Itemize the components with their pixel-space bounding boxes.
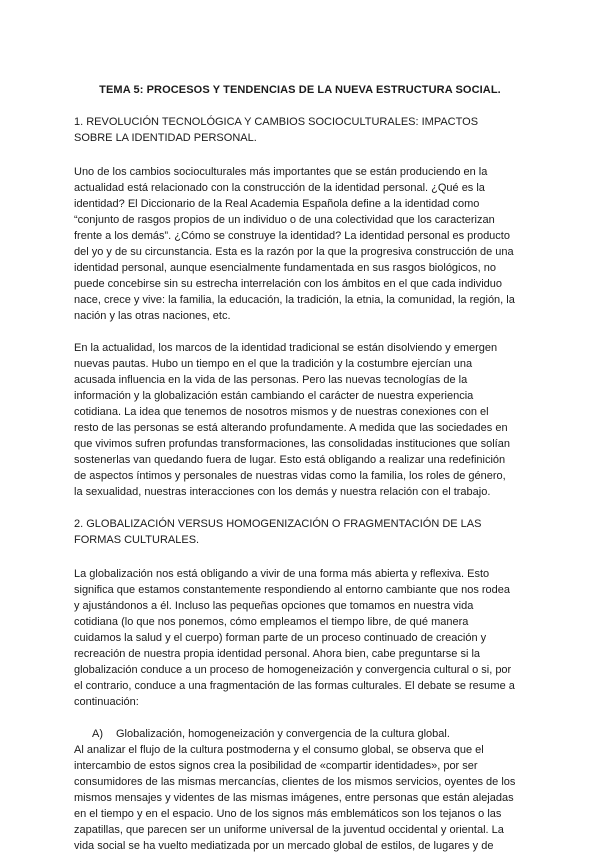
document-title: TEMA 5: PROCESOS Y TENDENCIAS DE LA NUEVA ESTRUCTURA SOCIAL. xyxy=(99,84,501,96)
section-1-heading: 1. REVOLUCIÓN TECNOLÓGICA Y CAMBIOS SOCIOCULTURALES: IMPACTOS SOBRE LA IDENTIDAD PERSONAL. xyxy=(74,116,479,144)
section-2-paragraph-1: La globalización nos está obligando a vivir de una forma más abierta y reflexiva. Esto significa que estamos constantemente respondiendo al entorno cambiante que nos rodea y ajustándonos a él. Incluso las pequeñas opciones que tomamos en nuestra vida cotidiana (lo que nos ponemos, cómo empleamos el tiempo libre, de qué manera cuidamos la salud y el cuerpo) forman parte de un proceso continuado de creación y recreación de nuestra propia identidad personal. Ahora bien, cabe preguntarse si la globalización conduce a un proceso de homogeneización y convergencia cultural o si, por el contrario, conduce a una fragmentación de las formas culturales. El debate se resume a continuación: xyxy=(74,568,515,708)
section-1-paragraph-1: Uno de los cambios socioculturales más importantes que se están produciendo en la actualidad está relacionado con la construcción de la identidad personal. ¿Qué es la identidad? El Diccionario de la Real Academia Española define a la identidad como “conjunto de rasgos propios de un individuo o de una colectividad que los caracterizan frente a los demás”. ¿Cómo se construye la identidad? La identidad personal es producto del yo y de su circunstancia. Esta es la razón por la que la progresiva construcción de una identidad personal, aunque esencialmente fundamentada en sus rasgos biológicos, no puede concebirse sin su estrecha interrelación con los ámbitos en el que cada individuo nace, crece y vive: la familia, la educación, la tradición, la etnia, la comunidad, la región, la nación y las otras naciones, etc. xyxy=(74,166,515,322)
subsection-a-title: Globalización, homogeneización y convergencia de la cultura global. xyxy=(116,728,450,740)
section-1-paragraph-2: En la actualidad, los marcos de la identidad tradicional se están disolviendo y emergen nuevas pautas. Hubo un tiempo en el que la tradición y la costumbre ejercían una acusada influencia en la vida de las personas. Pero las nuevas tecnologías de la información y la globalización están cambiando el carácter de nuestra experiencia cotidiana. La idea que tenemos de nosotros mismos y de nuestras conexiones con el resto de las personas se está alterando profundamente. A medida que las sociedades en que vivimos sufren profundas transformaciones, las consolidadas instituciones que solían sostenerlas van quedando fuera de lugar. Esto está obligando a realizar una redefinición de aspectos íntimos y personales de nuestras vidas como la familia, los roles de género, la sexualidad, nuestras interacciones con los demás y nuestra relación con el trabajo. xyxy=(74,342,510,498)
subsection-a-marker: A) xyxy=(92,728,103,740)
subsection-a-heading xyxy=(92,726,516,742)
section-2-heading: 2. GLOBALIZACIÓN VERSUS HOMOGENIZACIÓN O FRAGMENTACIÓN DE LAS FORMAS CULTURALES. xyxy=(74,518,482,546)
subsection-a-text: Al analizar el flujo de la cultura postmoderna y el consumo global, se observa que el intercambio de estos signos crea la posibilidad de «compartir identidades», por ser consumidores de las mismas mercancías, clientes de los mismos servicios, oyentes de los mismos mensajes y videntes de las mismas imágenes, entre personas que están alejadas en el tiempo y en el espacio. Uno de los signos más emblemáticos son los tejanos o las zapatillas, que parecen ser un uniforme universal de la juventud occidental y oriental. La vida social se ha vuelto mediatizada por un mercado global de estilos, de lugares y de xyxy=(74,744,516,852)
